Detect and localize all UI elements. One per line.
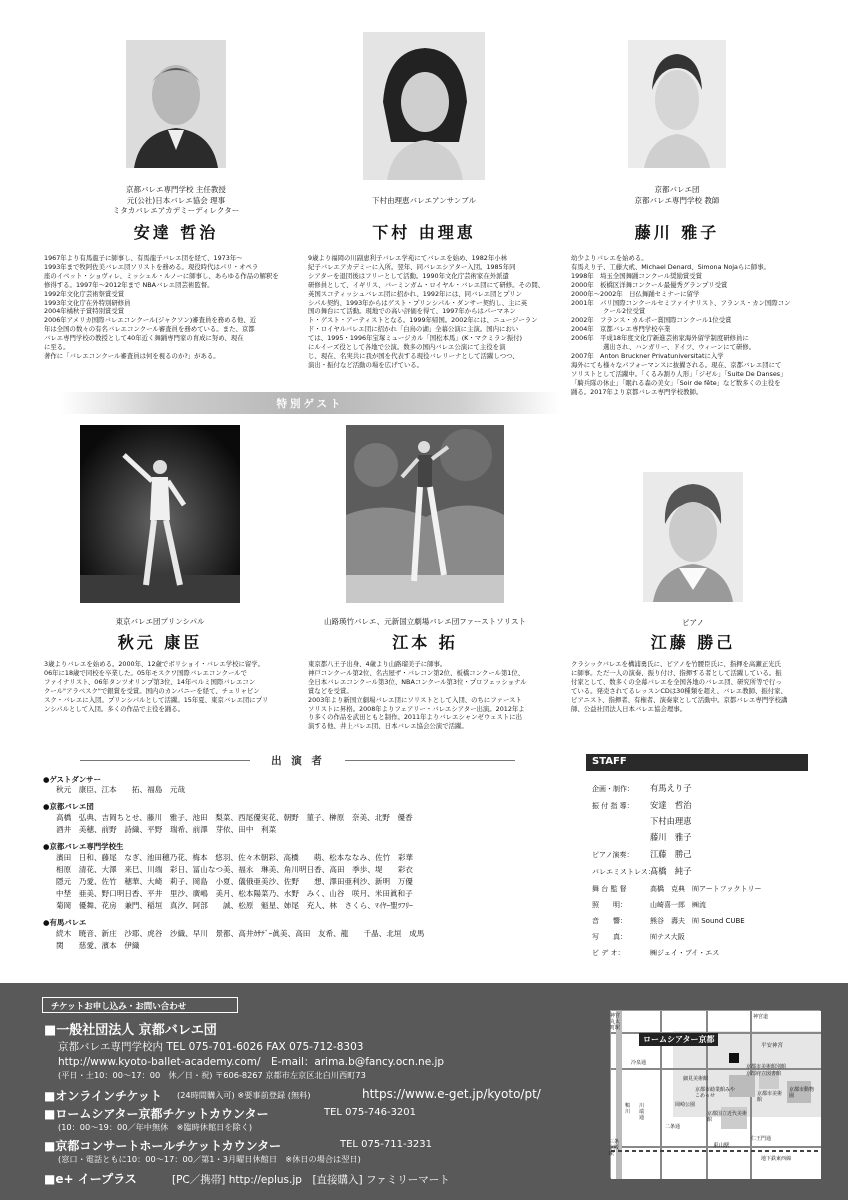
staff-role: 舞 台 監 督 xyxy=(592,885,634,893)
staff-role: ピアノ演奏： xyxy=(592,851,634,859)
cast-line: 高橋 弘典、吉岡ちとせ、藤川 雅子、池田 梨菜、西尾優実花、朝野 菫子、榊原 奈美、北野 優香 xyxy=(56,813,413,822)
staff-role: 企画・制作： xyxy=(592,785,634,793)
map-label: 京都市動物園 xyxy=(789,1087,815,1099)
map-label: 冷泉通 xyxy=(631,1060,647,1066)
cast-category: ●ゲストダンサー xyxy=(43,775,101,784)
bio-emoto: 東京都八王子出身、4歳より山路瑠美子に師事。 神戸コンクール第2位、名古屋ザ・バレコン第2位、板橋コンクール第1位、 全日本バレエコンクール第3位、NBAコンクール第3位・プロフェッショナル 賞などを受賞。 2003年より新国立劇場バレエ団にソリストとして入団、のちにファースト ソリストに昇格。2008年よりフェアリー・バレエシアター出演。2012年よ り多くの作品を武田ともと制作。2011年よりバレエシャンゼウェストに出 演する他、井上バレエ団、日本バレエ協会公演で活躍。 xyxy=(308,660,527,731)
staff-role: 振 付 指 導： xyxy=(592,802,634,810)
cast-category: ●京都バレエ団 xyxy=(43,802,94,811)
cast-line: 中埜 亜美、野口明日香、平井 里沙、廣嶋 美月、松本陽菜乃、水野 みく、山谷 咲月、米田眞和子 xyxy=(56,889,413,898)
concert-hours: (窓口・電話ともに10：00～17：00／第1・3月曜日休館日 ※休日の場合は翌日) xyxy=(58,1154,361,1164)
ticket-label: チケットお申し込み・お問い合わせ xyxy=(42,997,238,1013)
staff-role: バレエミストレス： xyxy=(592,868,655,876)
cast-rule-right xyxy=(345,760,515,761)
cast-category: ●京都バレエ専門学校生 xyxy=(43,842,124,851)
affiliation-line: 京都バレエ専門学校 主任教授 xyxy=(126,185,226,194)
portrait-eto xyxy=(643,472,743,602)
map-label: 川端通 xyxy=(639,1103,645,1121)
web-contact[interactable]: http://www.kyoto-ballet-academy.com/ E-mail：arima.b@fancy.ocn.ne.jp xyxy=(58,1056,445,1068)
cast-line: 相原 清花、大澤 来巳、川端 彩日、冨山なつ美、福永 琳美、角川明日香、高田 季歩、堤 彩衣 xyxy=(56,865,413,874)
eplus-detail[interactable]: [PC／携帯] http://eplus.jp [直接購入] ファミリーマート xyxy=(172,1174,450,1186)
online-note: (24時間購入可) ※要事前登録 (無料) xyxy=(177,1090,311,1100)
staff-role: ビ デ オ： xyxy=(592,949,625,957)
staff-name: 山崎喜一郎 ㈱流 xyxy=(650,901,706,909)
bio-eto: クラシックバレエを構浦勇氏に、ピアノを竹腰臣氏に、指揮を高瀬正光氏 に師事。ただ一人の演奏、振り付け、指揮する者として活躍している。振 付家として、数多くの全幕バレエを全国各地のバレエ団、研究所等で行っ ている。発売されてるレッスンCDは30種類を超え、バレエ教師、振付家、 ピアニスト、指揮者、有権者、演奏家として活動中。京都バレエ専門学校講 師、公益社団法人日本バレエ協会理事。 xyxy=(571,660,788,713)
concert-counter: ■京都コンサートホールチケットカウンター xyxy=(44,1139,282,1153)
map-label: 京都市美術館 xyxy=(757,1091,783,1103)
bio-fujikawa: 幼少よりバレエを始める。 有馬えり子、工藤大貮、Michael Denard、Simona Nojaらに師事。 1998年 埼玉全国舞踊コンクール奨励賞受賞 2000年 板橋区洋舞コンクール最優秀グランプリ受賞 2000年～2002年 日仏舞踊セミナーに留学 2001年 パリ国際コンクールセミファイナリスト、フランス・カン国際コン クール2位受賞 2002年 フランス・カルポー賞国際コンクール1位受賞 2004年 京都バレエ専門学校卒業 2006年 平成18年度文化庁新進芸術家海外留学制度研修員に 選出され、ハンガリー、ドイツ、ウィーンにて研修。 2007年 Anton Bruckner Privatuniversitatに入学 海外にても様々なパフォーマンスに抜擢される。現在、京都バレエ団にて ソリストとして活躍中。「くるみ割り人形」「ジゼル」「Suite De Danses」 「騎兵隊の休止」「眠れる森の美女」「Soir de fête」など数多くの主役を 踊る。2017年より京都バレエ専門学校教師。 xyxy=(571,254,791,396)
map-label-station: 東山駅 xyxy=(713,1143,730,1149)
map-label: 仁王門通 xyxy=(751,1136,772,1142)
photo-emoto xyxy=(346,425,504,603)
map-label: 鴨川 xyxy=(625,1103,631,1115)
cast-line: 酒井 美穂、前野 詩織、平野 瑞希、前澤 芽依、田中 利菜 xyxy=(56,825,277,834)
rohm-tel[interactable]: TEL 075-746-3201 xyxy=(324,1107,417,1118)
staff-name: 藤川 雅子 xyxy=(650,832,692,842)
cast-line: 続木 暁音、新庄 沙耶、虎谷 沙織、早川 景都、高井ｶｻﾃﾞｰ眞美、高田 友希、龍 千晶、北垣 成馬 xyxy=(56,929,425,938)
map-label: 京都国立近代美術館 xyxy=(707,1111,748,1123)
name-akimoto: 秋元 康臣 xyxy=(117,633,203,652)
photo-akimoto xyxy=(80,425,240,603)
name-emoto: 江本 拓 xyxy=(392,633,458,652)
affiliation-line: 京都バレエ専門学校 教師 xyxy=(634,195,720,205)
affiliation-line: ミタカバレエアカデミーディレクター xyxy=(112,206,240,215)
cast-line: 秋元 康臣、江本 拓、福島 元哉 xyxy=(56,785,186,794)
staff-role: 写 真： xyxy=(592,933,627,941)
staff-name: 熊谷 壽夫 ㈲ Sound CUBE xyxy=(650,917,745,925)
map-label: 京都市勧業館みやこめっせ xyxy=(695,1087,736,1099)
org-name: ■一般社団法人 京都バレエ団 xyxy=(44,1023,217,1038)
cast-header: 出 演 者 xyxy=(271,755,325,767)
bio-adachi: 1967年より有馬龍子に師事し、有馬龍子バレエ団を経て、1973年～ 1993年まで牧阿佐美バレエ団ソリストを務める。現役時代はパリ・オペラ 座のイベット・ショヴィレ、ミッシェル・ルノーに師事し、あらゆる作品の解釈を 修得する。1997年～2012年まで NBAバレエ団芸術監督。 1992年文化庁芸術祭賞受賞 1993年文化庁在外特別研修員 2004年橘秋子賞特別賞受賞 2006年アメリカ国際バレエコンクール(ジャクソン)審査員を務める他、近 年は全国の数々の有名バレエコンクール審査員を務めている。また、京都 バレエ専門学校の教授として40年近く舞踊専門家の育成に努め、現在 に至る。 著作に「バレエコンクール審査員は何を視るのか?」がある。 xyxy=(44,254,279,360)
map-label: 京都市美術館別館 xyxy=(746,1064,787,1070)
affiliation-line: 京都バレエ団 xyxy=(654,185,700,194)
staff-name: 安達 哲治 xyxy=(650,800,692,810)
bio-shimomura: 9歳より福岡の川副恵利子バレエ学苑にてバレエを始め、1982年小林 紀子バレエアカデミーに入所。翌年、同バレエシアター入団。1985年同 シアターを退団後はフリーとして活動。1990年文化庁芸術家在外派遣 研修員として、イギリス、バーミンガム・ロイヤル・バレエ団にて研修。その間、 英国スコティッシュバレエ団に招かれ、1992年には、同バレエ団とプリン シパル契約、1993年からはゲスト・プリンシパル・ダンサー契約し、主に英 国の舞台にて活動。現地での高い評価を得て、1997年からはパーマネン ト・ゲスト・アーティストとなる。1999年帰国。2002年には、ニュージーラン ド・ロイヤルバレエ団に招かれ「白鳥の湖」全幕公演に主演。国内におい ては、1995・1996年宝塚ミュージカル「国松本馬」(K・マクミラン振付) にルイーズ役として各地で公演。数多の国内バレエ公演にて主役を演 じ、現在、名実共に我が国を代表する現役バレリーナとして活躍しつつ、 演出・振付など活動の場を広げている。 xyxy=(308,254,545,369)
staff-name: 有馬えり子 xyxy=(650,783,692,793)
map-label: 二条通 xyxy=(665,1124,681,1130)
staff-name: ㈱ジェイ・ブイ・エス xyxy=(650,949,720,957)
staff-role: 照 明： xyxy=(592,901,627,909)
access-map xyxy=(610,1010,820,1178)
affiliation-adachi xyxy=(76,185,276,217)
affiliation-shimomura xyxy=(324,196,524,207)
office-hours: (平日・土10：00～17：00 休／日・祝) 〒606-8267 京都市左京区北白川西町73 xyxy=(58,1070,366,1080)
cast-line: 関 慈愛、濱本 伊織 xyxy=(56,941,140,950)
concert-tel[interactable]: TEL 075-711-3231 xyxy=(340,1139,433,1150)
staff-name: ㈲テス大阪 xyxy=(650,933,685,941)
cast-line: 濱田 日和、藤尾 なぎ、池田穂乃花、梅本 悠羽、佐々木朝彩、高橋 萌、松本ななみ、佐竹 彩華 xyxy=(56,853,414,862)
map-label-station: 神宮丸太町駅 xyxy=(610,1013,621,1031)
affiliation-eto: ピアノ xyxy=(682,618,704,627)
eplus: ■e+ イープラス xyxy=(44,1172,137,1186)
map-theater-label: ロームシアター京都 xyxy=(639,1033,718,1046)
guest-header: 特別ゲスト xyxy=(276,398,344,410)
map-label: 神宮道 xyxy=(753,1014,769,1020)
name-fujikawa: 藤川 雅子 xyxy=(634,223,720,242)
online-url[interactable]: https://www.e-get.jp/kyoto/pt/ xyxy=(362,1087,541,1101)
map-label: 地下鉄東西線 xyxy=(761,1156,792,1162)
affiliation-line: 下村由理恵バレエアンサンブル xyxy=(371,196,477,205)
staff-role: 音 響： xyxy=(592,917,627,925)
affiliation-akimoto: 東京バレエ団プリンシパル xyxy=(115,617,205,626)
school-contact: 京都バレエ専門学校内 TEL 075-701-6026 FAX 075-712-8303 xyxy=(58,1041,364,1053)
cast-line: 菊岡 優舞、花房 兼門、稲垣 真汐、阿部 誠、松原 魁星、姉尾 充人、林 さくら、ﾏｲﾔｰ聖ﾂﾌﾘｰ xyxy=(56,901,413,910)
bio-akimoto: 3歳よりバレエを始める。2000年、12歳でボリショイ・バレエ学校に留学。 06年に18歳で同校を卒業した。05年モスクワ国際バレエコンクールで ファイナリスト、06年タンツオリンプ第3位、14年ベルミ国際バレエコン クール"アラベスク"で銀賞を受賞。国内のカンパニーを経て、チェリャビン スク・バレエに入団。プリンシパルとして活躍。15年夏、東京バレエ団にプリ ンシパルとして入団。多くの作品で主役を踊る。 xyxy=(44,660,269,713)
name-eto: 江藤 勝己 xyxy=(650,633,736,652)
online-ticket: ■オンラインチケット xyxy=(44,1089,162,1103)
cast-rule-left xyxy=(80,760,250,761)
staff-name: 高橋 克典 ㈲アートファクトリー xyxy=(650,885,762,893)
map-label: 平安神宮 xyxy=(761,1043,784,1049)
staff-name: 髙橋 純子 xyxy=(650,866,692,876)
name-shimomura: 下村 由理恵 xyxy=(372,223,476,242)
portrait-shimomura xyxy=(363,32,485,180)
map-label: 岡崎公園 xyxy=(675,1102,696,1108)
rohm-counter: ■ロームシアター京都チケットカウンター xyxy=(44,1107,269,1121)
affiliation-fujikawa xyxy=(577,185,777,206)
map-label: 京都府立図書館 xyxy=(746,1071,782,1077)
staff-name: 下村由理恵 xyxy=(650,816,692,826)
portrait-fujikawa xyxy=(628,40,726,168)
cast-category: ●有馬バレエ xyxy=(43,918,87,927)
staff-title: STAFF xyxy=(586,754,808,771)
portrait-adachi xyxy=(126,40,226,168)
affiliation-emoto: 山路瑛竹バレエ、元新国立劇場バレエ団ファーストソリスト xyxy=(323,617,527,626)
map-label: 細見美術館 xyxy=(683,1076,709,1082)
affiliation-line: 元(公社)日本バレエ協会 理事 xyxy=(126,195,226,205)
rohm-hours: (10：00～19：00／年中無休 ※臨時休館日を除く) xyxy=(58,1122,253,1132)
staff-name: 江藤 勝己 xyxy=(650,849,692,859)
map-label-station: 三条京阪駅 xyxy=(609,1139,620,1157)
name-adachi: 安達 哲治 xyxy=(133,223,219,242)
cast-line: 隠元 乃愛、佐竹 穂華、大崎 莉子、岡島 小夏、儀俄亜美沙、佐野 想、澤田亜利沙、新明 万優 xyxy=(56,877,413,886)
